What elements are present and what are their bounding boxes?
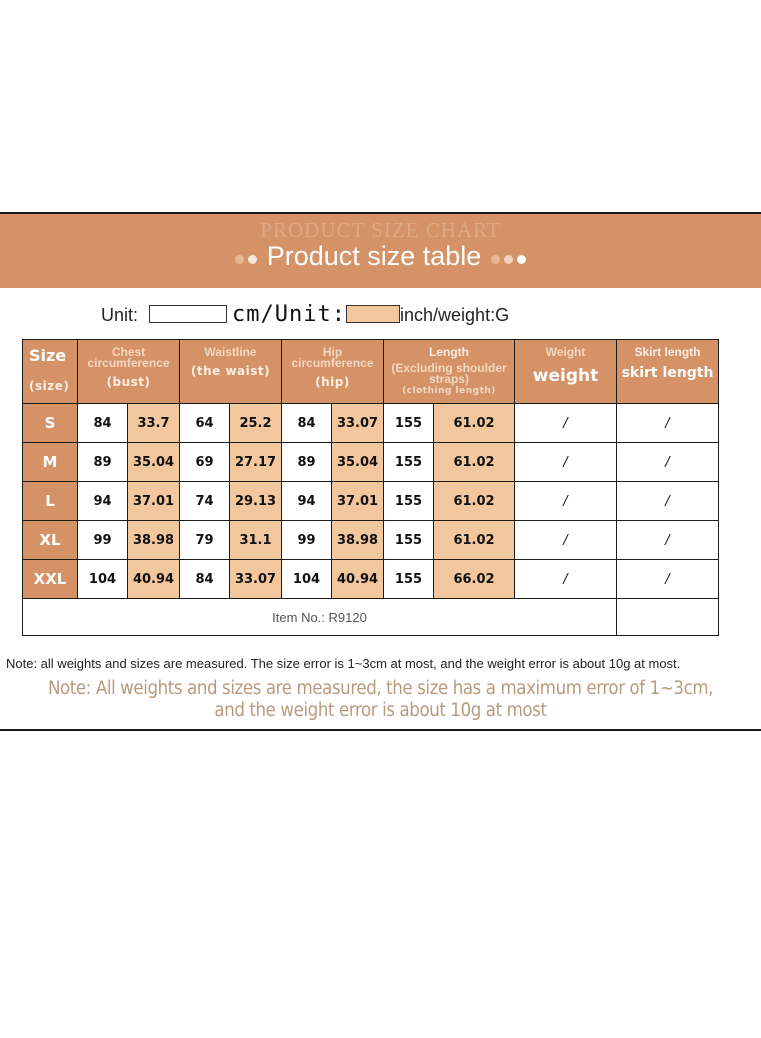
item-number: Item No.: R9120 <box>23 599 617 636</box>
length-cm: 155 <box>384 404 434 443</box>
chest-cm: 84 <box>78 404 128 443</box>
chest-cm: 89 <box>78 443 128 482</box>
header-chest: Chest circumference (bust) <box>78 340 180 404</box>
chest-inch: 38.98 <box>128 521 180 560</box>
banner-subtitle: PRODUCT SIZE CHART <box>260 218 501 242</box>
decorative-dots-right-icon <box>489 242 528 273</box>
header-size: Size (size) <box>23 340 78 404</box>
hip-cm: 99 <box>282 521 332 560</box>
length-cm: 155 <box>384 443 434 482</box>
weight-value: / <box>515 560 617 599</box>
chest-inch: 35.04 <box>128 443 180 482</box>
note-measurement-small: Note: all weights and sizes are measured. The size error is 1~3cm at most, and the weight error is about 10g at most. <box>6 656 681 671</box>
hip-inch: 37.01 <box>332 482 384 521</box>
inch-unit-label: inch/weight:G <box>400 305 510 325</box>
length-cm: 155 <box>384 521 434 560</box>
header-length: Length (Excluding shoulder straps) (clothing length) <box>384 340 515 404</box>
hip-cm: 94 <box>282 482 332 521</box>
size-cell: XL <box>23 521 78 560</box>
weight-value: / <box>515 482 617 521</box>
title-banner <box>0 214 761 288</box>
header-waist: Waistline (the waist) <box>180 340 282 404</box>
unit-label: Unit: <box>101 305 139 325</box>
header-weight: Weight weight <box>515 340 617 404</box>
header-hip: Hip circumference (hip) <box>282 340 384 404</box>
header-row <box>23 340 719 404</box>
length-inch: 61.02 <box>434 521 515 560</box>
length-inch: 66.02 <box>434 560 515 599</box>
waist-inch: 29.13 <box>230 482 282 521</box>
waist-cm: 69 <box>180 443 230 482</box>
waist-cm: 74 <box>180 482 230 521</box>
hip-cm: 84 <box>282 404 332 443</box>
hip-cm: 104 <box>282 560 332 599</box>
chest-inch: 37.01 <box>128 482 180 521</box>
waist-cm: 64 <box>180 404 230 443</box>
hip-inch: 35.04 <box>332 443 384 482</box>
waist-cm: 79 <box>180 521 230 560</box>
size-cell: S <box>23 404 78 443</box>
skirt-length-value: / <box>617 521 719 560</box>
skirt-length-value: / <box>617 482 719 521</box>
cm-swatch <box>149 305 227 323</box>
chest-inch: 40.94 <box>128 560 180 599</box>
length-inch: 61.02 <box>434 482 515 521</box>
length-cm: 155 <box>384 560 434 599</box>
table-row <box>23 443 719 482</box>
page-title: Product size table <box>266 241 482 271</box>
skirt-length-value: / <box>617 560 719 599</box>
table-row <box>23 560 719 599</box>
empty-cell <box>617 599 719 636</box>
skirt-length-value: / <box>617 443 719 482</box>
chest-cm: 104 <box>78 560 128 599</box>
hip-inch: 33.07 <box>332 404 384 443</box>
banner-title-row <box>0 241 761 273</box>
chest-cm: 94 <box>78 482 128 521</box>
header-skirt-length: Skirt length skirt length <box>617 340 719 404</box>
size-cell: M <box>23 443 78 482</box>
note-line-1: Note: All weights and sizes are measured, the size has a maximum error of 1~3cm, <box>47 678 714 699</box>
waist-inch: 31.1 <box>230 521 282 560</box>
unit-legend <box>101 302 509 327</box>
waist-inch: 27.17 <box>230 443 282 482</box>
length-inch: 61.02 <box>434 443 515 482</box>
size-cell: XXL <box>23 560 78 599</box>
hip-cm: 89 <box>282 443 332 482</box>
table-row <box>23 482 719 521</box>
waist-cm: 84 <box>180 560 230 599</box>
item-number-row <box>23 599 719 636</box>
skirt-length-value: / <box>617 404 719 443</box>
note-measurement-large <box>0 678 761 722</box>
length-cm: 155 <box>384 482 434 521</box>
table-row <box>23 404 719 443</box>
weight-value: / <box>515 443 617 482</box>
weight-value: / <box>515 404 617 443</box>
waist-inch: 25.2 <box>230 404 282 443</box>
length-inch: 61.02 <box>434 404 515 443</box>
cm-unit-label: cm/Unit: <box>232 302 347 327</box>
size-table <box>22 339 719 636</box>
weight-value: / <box>515 521 617 560</box>
hip-inch: 38.98 <box>332 521 384 560</box>
note-line-2: and the weight error is about 10g at most <box>214 700 547 721</box>
hip-inch: 40.94 <box>332 560 384 599</box>
decorative-dots-left-icon <box>233 242 259 273</box>
size-cell: L <box>23 482 78 521</box>
chest-inch: 33.7 <box>128 404 180 443</box>
table-row <box>23 521 719 560</box>
waist-inch: 33.07 <box>230 560 282 599</box>
inch-swatch <box>346 305 400 323</box>
bottom-divider <box>0 729 761 731</box>
chest-cm: 99 <box>78 521 128 560</box>
